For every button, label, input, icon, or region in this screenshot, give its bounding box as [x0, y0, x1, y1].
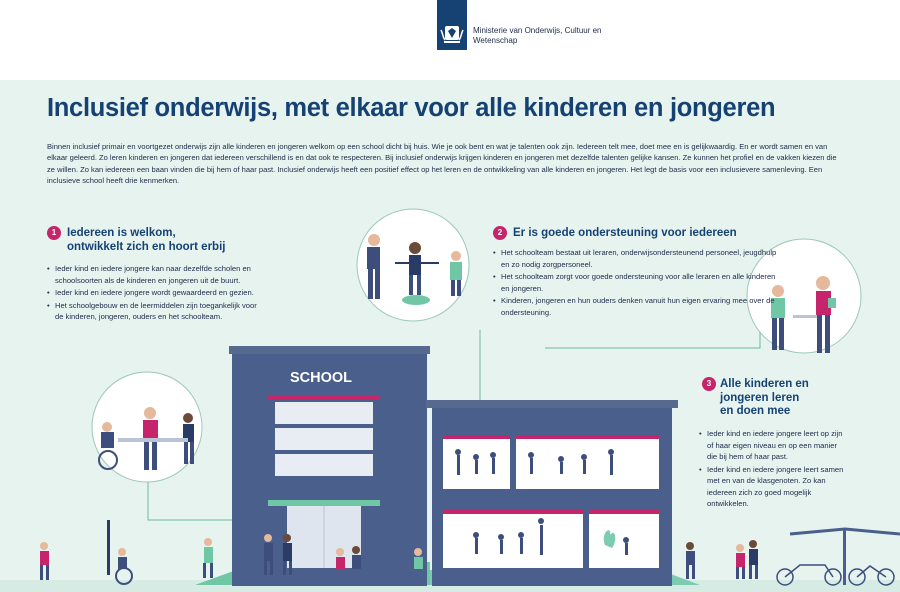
section-1-number: 1: [47, 226, 61, 240]
intro-text: Binnen inclusief primair en voortgezet onderwijs zijn alle kinderen en jongeren welkom op een school dicht bij huis. Wie je ook bent en wat je talenten ook zijn. Iedereen telt mee, doet mee en is gelijkwaardig. En er wordt samen en van elkaar geleerd. Zo leren kinderen en jongeren dat iedereen verschillend is en dat ook te respecteren. Bij inclusief onderwijs krijgen kinderen en jongeren met dezelfde talenten gelijke kansen. Ze kunnen het profiel en de vakken kiezen die ze willen. Zo kan iedereen een baan vinden die bij hem of haar past. Inclusief onderwijs heeft een positief effect op het leren en de ontwikkeling van alle kinderen en jongeren. Het legt de basis voor een inclusievere samenleving. Een inclusieve school heeft drie kenmerken.: [47, 142, 837, 185]
section-3-bullets: [699, 428, 844, 511]
list-item: • Ieder kind en iedere jongere kan naar dezelfde scholen en schoolsoorten als de kinderen en jongeren uit de buurt.: [47, 263, 267, 286]
list-item: • Het schoolteam bestaat uit leraren, onderwijsondersteunend personeel, jeugdhulp en zo nodig zorgpersoneel.: [493, 247, 778, 270]
section-1-title: [67, 227, 267, 254]
section-3-title-line-2: jongeren leren: [720, 391, 800, 404]
section-3-title: [720, 378, 850, 419]
list-item: • Kinderen, jongeren en hun ouders denken vanuit hun eigen ervaring mee over de ondersteuning.: [493, 295, 778, 318]
section-2-bullets: [493, 247, 778, 319]
section-1-title-line-1: Iedereen is welkom,: [67, 227, 176, 239]
school-sign: SCHOOL: [290, 370, 353, 386]
list-item: • Het schoolteam zorgt voor goede ondersteuning voor alle leraren en alle kinderen en jongeren.: [493, 271, 778, 294]
list-item: • Ieder kind en iedere jongere wordt gewaardeerd en gezien.: [47, 287, 267, 299]
list-item: • Ieder kind en iedere jongere leert samen met en van de klasgenoten. Zo kan iedereen zich zo goed mogelijk ontwikkelen.: [699, 464, 844, 510]
section-2-title: Er is goede ondersteuning voor iedereen: [513, 227, 737, 239]
list-item: • Het schoolgebouw en de leermiddelen zijn toegankelijk voor de kinderen, jongeren, ouders en het schoolteam.: [47, 300, 267, 323]
section-3-title-line-3: en doen mee: [720, 405, 791, 417]
section-3-number: 3: [702, 377, 716, 391]
section-3-title-line-1: Alle kinderen en: [720, 378, 809, 390]
section-1-title-line-2: ontwikkelt zich en hoort erbij: [67, 240, 226, 253]
page-title: Inclusief onderwijs, met elkaar voor alle kinderen en jongeren: [47, 94, 776, 122]
ministry-line-1: Ministerie van Onderwijs, Cultuur en: [473, 26, 602, 35]
ministry-line-2: Wetenschap: [473, 35, 518, 45]
list-item: • Ieder kind en iedere jongere leert op zijn of haar eigen niveau en op een manier die bij hem of haar past.: [699, 428, 844, 463]
section-1-bullets: [47, 263, 267, 324]
section-2-number: 2: [493, 226, 507, 240]
